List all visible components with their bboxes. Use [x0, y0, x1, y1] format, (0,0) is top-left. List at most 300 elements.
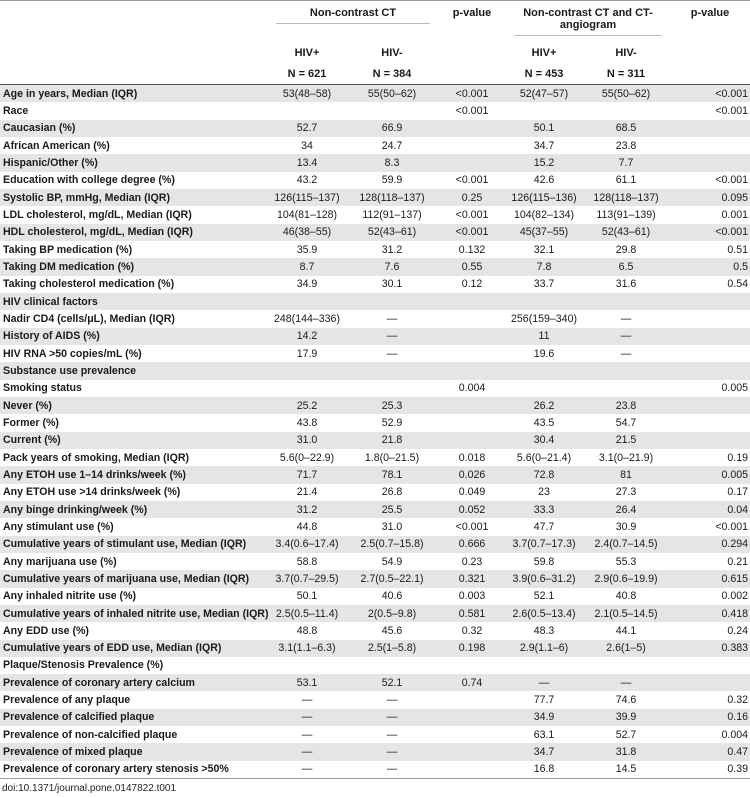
value-cell: 52.7: [615, 728, 637, 741]
p-value-cell: [670, 328, 750, 345]
value-cell: [582, 362, 670, 379]
row-label: Plaque/Stenosis Prevalence (%): [3, 659, 164, 672]
p-value-cell: <0.001: [455, 520, 489, 533]
table-row: [0, 172, 750, 189]
p-value-cell: 0.198: [458, 642, 486, 655]
value-cell: —: [620, 676, 632, 689]
header-empty: [0, 1, 268, 43]
table-row: [0, 206, 750, 223]
table-row: [0, 380, 750, 397]
value-cell: 2.4(0.7–14.5): [594, 538, 658, 551]
row-label: Any ETOH use >14 drinks/week (%): [3, 486, 181, 499]
p-value-cell: <0.001: [455, 226, 489, 239]
value-cell: 34.7: [533, 139, 555, 152]
value-cell: 55.3: [615, 555, 637, 568]
value-cell: 52(43–61): [601, 226, 651, 239]
p-value-cell: 0.615: [721, 572, 749, 585]
value-cell: —: [386, 711, 398, 724]
p-value-cell: 0.12: [461, 278, 483, 291]
p-value-cell: 0.666: [458, 538, 486, 551]
p-value-cell: 0.24: [727, 624, 749, 637]
p-value-cell: [438, 709, 506, 726]
value-cell: —: [386, 347, 398, 360]
value-cell: 53(48–58): [282, 87, 332, 100]
table-row: [0, 761, 750, 779]
header-hiv-pos-2: HIV+: [531, 46, 557, 59]
value-cell: 30.9: [615, 520, 637, 533]
value-cell: [346, 657, 438, 674]
value-cell: 2.5(0.7–15.8): [360, 538, 424, 551]
value-cell: 59.8: [533, 555, 555, 568]
row-label: LDL cholesterol, mg/dL, Median (IQR): [3, 208, 192, 221]
table-row: [0, 674, 750, 691]
row-label: Race: [3, 104, 29, 117]
value-cell: 25.5: [381, 503, 403, 516]
table-row: [0, 345, 750, 362]
table-row: [0, 397, 750, 414]
value-cell: 14.5: [582, 761, 670, 779]
value-cell: 5.6(0–21.4): [516, 451, 572, 464]
value-cell: [268, 293, 346, 310]
table-row: [0, 536, 750, 553]
value-cell: —: [386, 694, 398, 707]
value-cell: 43.2: [296, 174, 318, 187]
table-row: [0, 588, 750, 605]
row-label: African American (%): [3, 139, 110, 152]
value-cell: —: [620, 330, 632, 343]
value-cell: 33.3: [533, 503, 555, 516]
value-cell: 44.1: [615, 624, 637, 637]
row-label: History of AIDS (%): [3, 330, 100, 343]
value-cell: 31.0: [296, 434, 318, 447]
p-value-cell: 0.004: [458, 382, 486, 395]
value-cell: 30.4: [533, 434, 555, 447]
table-row: [0, 726, 750, 743]
table-row: [0, 743, 750, 760]
value-cell: [268, 380, 346, 397]
header-n-hiv-pos-1: N = 621: [268, 63, 346, 85]
value-cell: 21.8: [381, 434, 403, 447]
value-cell: 52.1: [381, 676, 403, 689]
p-value-cell: [670, 137, 750, 154]
value-cell: 31.0: [381, 520, 403, 533]
value-cell: 7.8: [536, 260, 552, 273]
row-label: Prevalence of coronary artery stenosis >50%: [0, 761, 268, 779]
value-cell: 31.8: [615, 746, 637, 759]
value-cell: 40.6: [381, 590, 403, 603]
p-value-cell: [438, 657, 506, 674]
row-label: Prevalence of calcified plaque: [3, 711, 155, 724]
value-cell: 3.7(0.7–29.5): [275, 572, 339, 585]
value-cell: 66.9: [381, 122, 403, 135]
value-cell: [346, 362, 438, 379]
p-value-cell: 0.018: [458, 451, 486, 464]
p-value-cell: [670, 432, 750, 449]
value-cell: 7.6: [384, 260, 400, 273]
header-n-hiv-neg-1: N = 384: [346, 63, 438, 85]
value-cell: 52.1: [533, 590, 555, 603]
value-cell: 61.1: [615, 174, 637, 187]
p-value-cell: 0.39: [670, 761, 750, 779]
value-cell: 34.9: [533, 711, 555, 724]
row-label: Taking DM medication (%): [3, 260, 135, 273]
p-value-cell: <0.001: [455, 87, 489, 100]
p-value-cell: <0.001: [455, 174, 489, 187]
table-row: [0, 310, 750, 327]
value-cell: 24.7: [381, 139, 403, 152]
table-row: [0, 466, 750, 483]
value-cell: 34.9: [296, 278, 318, 291]
value-cell: 31.6: [615, 278, 637, 291]
p-value-cell: 0.383: [721, 642, 749, 655]
value-cell: —: [620, 312, 632, 325]
p-value-cell: 0.55: [461, 260, 483, 273]
value-cell: [268, 102, 346, 119]
p-value-cell: <0.001: [455, 208, 489, 221]
value-cell: —: [386, 746, 398, 759]
value-cell: 33.7: [533, 278, 555, 291]
value-cell: 72.8: [533, 468, 555, 481]
value-cell: [346, 102, 438, 119]
value-cell: —: [386, 728, 398, 741]
value-cell: 40.8: [615, 590, 637, 603]
value-cell: 126(115–137): [274, 191, 340, 204]
value-cell: [506, 380, 582, 397]
header-hiv-neg-2: HIV-: [615, 46, 637, 59]
p-value-cell: 0.23: [461, 555, 483, 568]
doi-footer: doi:10.1371/journal.pone.0147822.t001: [2, 783, 177, 794]
p-value-cell: 0.54: [727, 278, 749, 291]
p-value-cell: [670, 674, 750, 691]
header-group-ctangio: Non-contrast CT and CT-angiogram: [506, 1, 670, 43]
value-cell: 126(115–136): [511, 191, 577, 204]
p-value-cell: 0.418: [721, 607, 749, 620]
value-cell: [582, 380, 670, 397]
value-cell: 16.8: [506, 761, 582, 779]
value-cell: —: [268, 761, 346, 779]
p-value-cell: [670, 345, 750, 362]
value-cell: 2.1(0.5–14.5): [594, 607, 658, 620]
row-label: Any stimulant use (%): [3, 520, 114, 533]
value-cell: 81: [620, 468, 632, 481]
row-label: Smoking status: [3, 382, 82, 395]
table-row: [0, 657, 750, 674]
header-group-noncontrast: Non-contrast CT: [268, 1, 438, 43]
table-row: [0, 640, 750, 657]
value-cell: [582, 293, 670, 310]
table-row: [0, 709, 750, 726]
value-cell: [268, 657, 346, 674]
value-cell: 1.8(0–21.5): [364, 451, 420, 464]
row-label: Caucasian (%): [3, 122, 76, 135]
value-cell: 2.9(0.6–19.9): [594, 572, 658, 585]
p-value-cell: 0.25: [461, 191, 483, 204]
value-cell: 43.8: [296, 416, 318, 429]
p-value-cell: 0.19: [727, 451, 749, 464]
p-value-cell: [438, 397, 506, 414]
value-cell: 23: [538, 486, 550, 499]
p-value-cell: 0.21: [727, 555, 749, 568]
p-value-cell: [438, 154, 506, 171]
p-value-cell: 0.001: [721, 208, 749, 221]
header-n-hiv-pos-2: N = 453: [506, 63, 582, 85]
row-label: Cumulative years of EDD use, Median (IQR): [3, 642, 222, 655]
value-cell: 2.6(1–5): [606, 642, 646, 655]
header-hiv-neg-1: HIV-: [381, 46, 403, 59]
p-value-cell: <0.001: [715, 174, 749, 187]
row-label: Age in years, Median (IQR): [3, 87, 138, 100]
value-cell: 50.1: [533, 122, 555, 135]
value-cell: 54.7: [615, 416, 637, 429]
value-cell: 2(0.5–9.8): [367, 607, 417, 620]
value-cell: 42.6: [533, 174, 555, 187]
value-cell: [582, 102, 670, 119]
value-cell: 78.1: [381, 468, 403, 481]
p-value-cell: <0.001: [715, 226, 749, 239]
row-label: Prevalence of coronary artery calcium: [3, 676, 195, 689]
p-value-cell: [438, 362, 506, 379]
table-row: [0, 449, 750, 466]
table-row: [0, 224, 750, 241]
row-label: HIV RNA >50 copies/mL (%): [3, 347, 142, 360]
table-header: [0, 1, 750, 85]
p-value-cell: [670, 310, 750, 327]
p-value-cell: 0.321: [458, 572, 486, 585]
value-cell: —: [538, 676, 550, 689]
value-cell: 29.8: [615, 243, 637, 256]
p-value-cell: [670, 154, 750, 171]
value-cell: 3.1(0–21.9): [598, 451, 654, 464]
row-label: Cumulative years of stimulant use, Median (IQR): [3, 538, 247, 551]
value-cell: [506, 102, 582, 119]
table-row: [0, 293, 750, 310]
p-value-cell: [438, 726, 506, 743]
value-cell: 44.8: [296, 520, 318, 533]
value-cell: [506, 293, 582, 310]
table-row: [0, 622, 750, 639]
row-label: Hispanic/Other (%): [3, 156, 98, 169]
value-cell: [506, 362, 582, 379]
row-label: Any ETOH use 1–14 drinks/week (%): [3, 468, 186, 481]
p-value-cell: [670, 414, 750, 431]
value-cell: 30.1: [381, 278, 403, 291]
value-cell: 34.7: [533, 746, 555, 759]
value-cell: 77.7: [533, 694, 555, 707]
value-cell: 11: [538, 330, 550, 343]
p-value-cell: 0.005: [721, 468, 749, 481]
p-value-cell: <0.001: [715, 520, 749, 533]
value-cell: 112(91–137): [362, 208, 422, 221]
table-row: [0, 691, 750, 708]
row-label: Cumulative years of marijuana use, Median (IQR): [3, 572, 250, 585]
table-row: [0, 137, 750, 154]
value-cell: [582, 657, 670, 674]
row-label: Former (%): [3, 416, 59, 429]
p-value-cell: [438, 293, 506, 310]
p-value-cell: <0.001: [715, 87, 749, 100]
value-cell: 113(91–139): [596, 208, 656, 221]
p-value-cell: <0.001: [715, 104, 749, 117]
value-cell: 68.5: [615, 122, 637, 135]
p-value-cell: [438, 120, 506, 137]
p-value-cell: 0.32: [727, 694, 749, 707]
p-value-cell: 0.47: [727, 746, 749, 759]
table-body: [0, 85, 750, 779]
p-value-cell: 0.049: [458, 486, 486, 499]
value-cell: 35.9: [296, 243, 318, 256]
value-cell: 2.6(0.5–13.4): [512, 607, 576, 620]
value-cell: 34: [301, 139, 313, 152]
value-cell: 54.9: [381, 555, 403, 568]
value-cell: [346, 293, 438, 310]
value-cell: 43.5: [533, 416, 555, 429]
row-label: Prevalence of mixed plaque: [3, 746, 143, 759]
table-row: [0, 518, 750, 535]
p-value-cell: [438, 743, 506, 760]
value-cell: [506, 657, 582, 674]
table-row: [0, 276, 750, 293]
table-row: [0, 189, 750, 206]
value-cell: 8.3: [384, 156, 400, 169]
value-cell: 55(50–62): [367, 87, 417, 100]
header-pvalue-2: p-value: [690, 7, 730, 19]
table-row: [0, 85, 750, 103]
p-value-cell: 0.32: [461, 624, 483, 637]
table-row: [0, 553, 750, 570]
value-cell: 23.8: [615, 139, 637, 152]
table-row: [0, 362, 750, 379]
p-value-cell: 0.095: [721, 191, 749, 204]
row-label: Any inhaled nitrite use (%): [3, 590, 137, 603]
row-label: HDL cholesterol, mg/dL, Median (IQR): [3, 226, 193, 239]
p-value-cell: [438, 761, 506, 779]
p-value-cell: [670, 120, 750, 137]
value-cell: 50.1: [296, 590, 318, 603]
table-row: [0, 120, 750, 137]
value-cell: 2.5(1–5.8): [367, 642, 417, 655]
p-value-cell: 0.581: [458, 607, 486, 620]
value-cell: 31.2: [381, 243, 403, 256]
value-cell: 128(118–137): [593, 191, 659, 204]
table-row: [0, 570, 750, 587]
value-cell: 45(37–55): [519, 226, 569, 239]
p-value-cell: <0.001: [455, 104, 489, 117]
p-value-cell: 0.294: [721, 538, 749, 551]
value-cell: 2.7(0.5–22.1): [360, 572, 424, 585]
p-value-cell: 0.5: [733, 260, 749, 273]
p-value-cell: 0.04: [727, 503, 749, 516]
p-value-cell: [438, 310, 506, 327]
value-cell: 6.5: [618, 260, 634, 273]
value-cell: —: [346, 761, 438, 779]
value-cell: 3.7(0.7–17.3): [512, 538, 576, 551]
p-value-cell: [438, 137, 506, 154]
table-row: [0, 501, 750, 518]
value-cell: 27.3: [615, 486, 637, 499]
value-cell: 25.2: [296, 399, 318, 412]
row-label: Never (%): [3, 399, 52, 412]
header-n-hiv-neg-2: N = 311: [582, 63, 670, 85]
header-hiv-pos-1: HIV+: [294, 46, 320, 59]
value-cell: 26.4: [615, 503, 637, 516]
value-cell: 48.8: [296, 624, 318, 637]
value-cell: —: [301, 711, 313, 724]
p-value-cell: [438, 691, 506, 708]
header-pvalue-1: p-value: [452, 7, 492, 19]
row-label: Substance use prevalence: [3, 364, 137, 377]
value-cell: 7.7: [618, 156, 634, 169]
row-label: Any EDD use (%): [3, 624, 89, 637]
value-cell: 52.7: [296, 122, 318, 135]
p-value-cell: 0.74: [461, 676, 483, 689]
table-row: [0, 258, 750, 275]
value-cell: 21.4: [296, 486, 318, 499]
value-cell: 71.7: [296, 468, 318, 481]
row-label: Taking BP medication (%): [3, 243, 133, 256]
p-value-cell: [438, 328, 506, 345]
value-cell: 17.9: [296, 347, 318, 360]
row-label: Any binge drinking/week (%): [3, 503, 148, 516]
p-value-cell: 0.002: [721, 590, 749, 603]
value-cell: 31.2: [296, 503, 318, 516]
p-value-cell: 0.16: [727, 711, 749, 724]
value-cell: 25.3: [381, 399, 403, 412]
value-cell: 26.2: [533, 399, 555, 412]
table-row: [0, 432, 750, 449]
value-cell: 128(118–137): [359, 191, 425, 204]
value-cell: 47.7: [533, 520, 555, 533]
table-row: [0, 102, 750, 119]
value-cell: —: [620, 347, 632, 360]
table-row: [0, 605, 750, 622]
row-label: Cumulative years of inhaled nitrite use, Median (IQR): [3, 607, 268, 620]
p-value-cell: [438, 345, 506, 362]
row-label: Nadir CD4 (cells/μL), Median (IQR): [3, 312, 175, 325]
value-cell: 58.8: [296, 555, 318, 568]
table-row: [0, 154, 750, 171]
value-cell: 104(82–134): [513, 208, 575, 221]
row-label: Pack years of smoking, Median (IQR): [3, 451, 190, 464]
table-row: [0, 414, 750, 431]
row-label: Education with college degree (%): [3, 174, 175, 187]
row-label: Taking cholesterol medication (%): [3, 278, 175, 291]
value-cell: —: [301, 694, 313, 707]
value-cell: 14.2: [296, 330, 318, 343]
value-cell: 3.4(0.6–17.4): [275, 538, 339, 551]
p-value-cell: 0.005: [721, 382, 749, 395]
p-value-cell: 0.052: [458, 503, 486, 516]
value-cell: 39.9: [615, 711, 637, 724]
table-row: [0, 484, 750, 501]
value-cell: 59.9: [381, 174, 403, 187]
p-value-cell: 0.51: [727, 243, 749, 256]
value-cell: 52(47–57): [519, 87, 569, 100]
value-cell: —: [301, 746, 313, 759]
value-cell: 26.8: [381, 486, 403, 499]
value-cell: 2.9(1.1–6): [519, 642, 569, 655]
value-cell: 5.6(0–22.9): [279, 451, 335, 464]
row-label: Current (%): [3, 434, 61, 447]
value-cell: 46(38–55): [282, 226, 332, 239]
value-cell: 104(81–128): [276, 208, 338, 221]
value-cell: 2.5(0.5–11.4): [275, 607, 339, 620]
value-cell: 13.4: [296, 156, 318, 169]
value-cell: 53.1: [296, 676, 318, 689]
p-value-cell: 0.004: [721, 728, 749, 741]
row-label: Any marijuana use (%): [3, 555, 117, 568]
p-value-cell: [670, 657, 750, 674]
p-value-cell: [438, 414, 506, 431]
